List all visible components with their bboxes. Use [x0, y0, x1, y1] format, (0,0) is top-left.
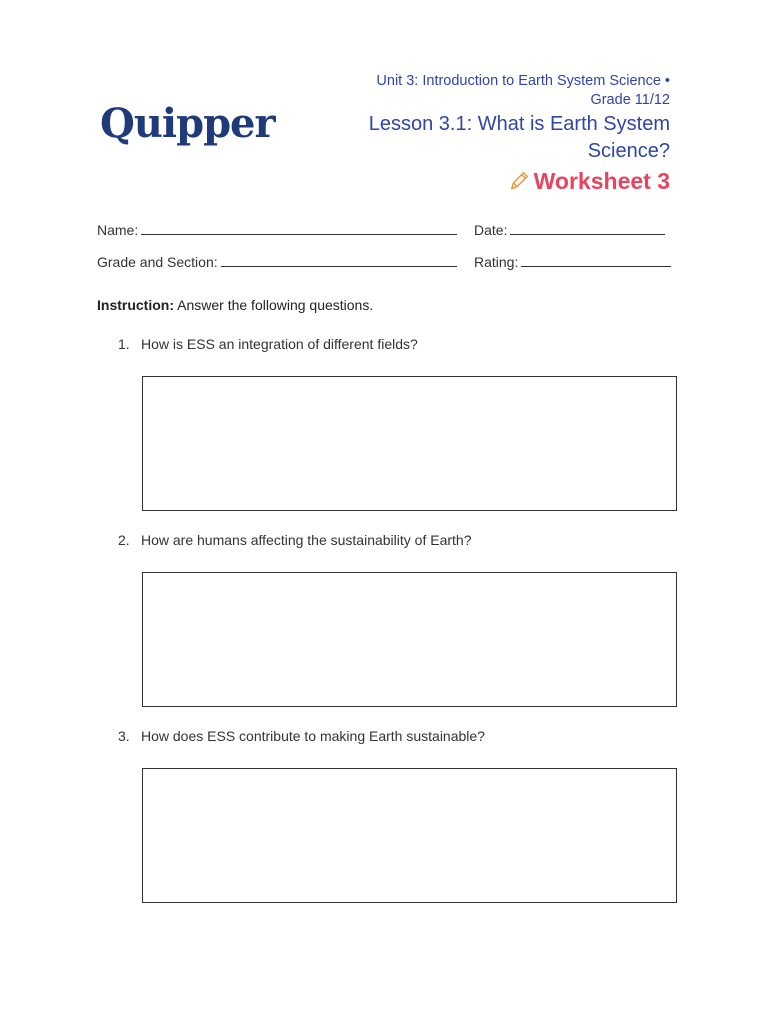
grade-section-blank-line[interactable]: [221, 254, 457, 267]
unit-title: [310, 72, 670, 91]
quipper-logo: Quipper: [100, 100, 275, 147]
answer-box-3[interactable]: [142, 768, 677, 903]
grade-level: Grade 11/12: [590, 92, 670, 108]
rating-blank-line[interactable]: [521, 254, 671, 267]
question-2: [118, 532, 471, 548]
lesson-title-line-1: Lesson 3.1: What is Earth System: [368, 113, 670, 135]
question-1: [118, 336, 418, 352]
worksheet-label-text: Worksheet 3: [533, 168, 670, 194]
question-text: How are humans affecting the sustainability of Earth?: [141, 532, 472, 548]
date-blank-line[interactable]: [510, 222, 665, 235]
question-number: 1.: [118, 336, 130, 352]
worksheet-label: [310, 166, 670, 196]
name-field[interactable]: [97, 221, 457, 239]
lesson-title-line-2: Science?: [587, 140, 670, 162]
instruction-text: Answer the following questions.: [177, 297, 374, 313]
rating-field[interactable]: [474, 253, 671, 271]
question-number: 3.: [118, 728, 130, 744]
unit-bullet: •: [664, 73, 670, 89]
instruction: [97, 297, 373, 313]
question-text: How does ESS contribute to making Earth sustainable?: [141, 728, 485, 744]
answer-box-1[interactable]: [142, 376, 677, 511]
unit-title-text: Unit 3: Introduction to Earth System Science: [376, 73, 661, 89]
question-text: How is ESS an integration of different fields?: [141, 336, 418, 352]
pencil-icon: [508, 170, 530, 192]
rating-label: Rating:: [474, 254, 519, 270]
worksheet-header: [310, 72, 670, 196]
name-blank-line[interactable]: [141, 222, 457, 235]
question-number: 2.: [118, 532, 130, 548]
instruction-label: Instruction:: [97, 297, 174, 313]
date-field[interactable]: [474, 221, 665, 239]
grade-section-field[interactable]: [97, 253, 457, 271]
grade-section-label: Grade and Section:: [97, 254, 218, 270]
question-3: [118, 728, 485, 744]
date-label: Date:: [474, 222, 508, 238]
name-label: Name:: [97, 222, 139, 238]
answer-box-2[interactable]: [142, 572, 677, 707]
